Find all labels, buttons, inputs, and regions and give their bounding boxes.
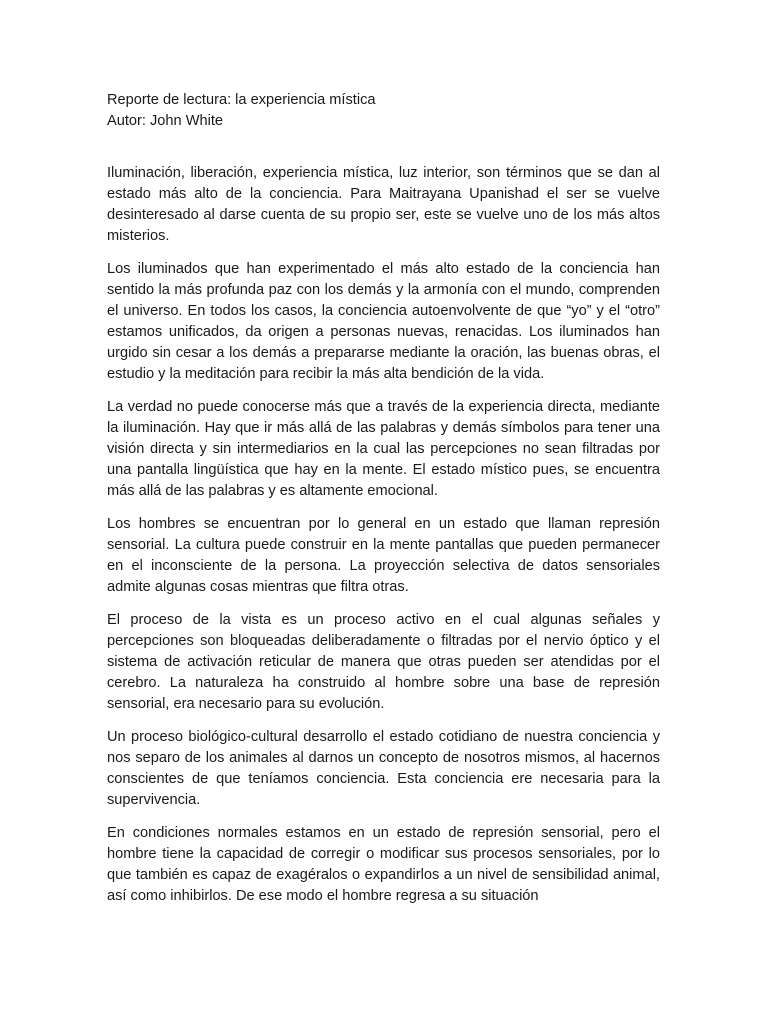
document-title: Reporte de lectura: la experiencia mística <box>107 92 376 108</box>
paragraph-2: Los iluminados que han experimentado el más alto estado de la conciencia han sentido la más profunda paz con los demás y la armonía con el mundo, comprenden el universo. En todos los casos, la conciencia autoenvolvente de que “yo” y el “otro” estamos unificados, da origen a personas nuevas, renacidas. Los iluminados han urgido sin cesar a los demás a prepararse mediante la oración, las buenas obras, el estudio y la meditación para recibir la más alta bendición de la vida. <box>107 261 660 382</box>
paragraph-7: En condiciones normales estamos en un estado de represión sensorial, pero el hombre tiene la capacidad de corregir o modificar sus procesos sensoriales, por lo que también es capaz de exagéralos o expandirlos a un nivel de sensibilidad animal, así como inhibirlos. De ese modo el hombre regresa a su situación <box>107 825 660 904</box>
paragraph-1: Iluminación, liberación, experiencia mística, luz interior, son términos que se dan al estado más alto de la conciencia. Para Maitrayana Upanishad el ser se vuelve desinteresado al darse cuenta de su propio ser, este se vuelve uno de los más altos misterios. <box>107 165 660 244</box>
paragraph-6: Un proceso biológico-cultural desarrollo el estado cotidiano de nuestra conciencia y nos separo de los animales al darnos un concepto de nosotros mismos, al hacernos conscientes de que teníamos conciencia. Esta conciencia ere necesaria para la supervivencia. <box>107 729 660 808</box>
document-page <box>107 90 660 919</box>
document-author: Autor: John White <box>107 113 223 129</box>
paragraph-5: El proceso de la vista es un proceso activo en el cual algunas señales y percepciones son bloqueadas deliberadamente o filtradas por el nervio óptico y el sistema de activación reticular de manera que otras pueden ser atendidas por el cerebro. La naturaleza ha construido al hombre sobre una base de represión sensorial, era necesario para su evolución. <box>107 612 660 712</box>
document-body <box>107 163 660 907</box>
paragraph-3: La verdad no puede conocerse más que a través de la experiencia directa, mediante la iluminación. Hay que ir más allá de las palabras y demás símbolos para tener una visión directa y sin intermediarios en la cual las percepciones no sean filtradas por una pantalla lingüística que hay en la mente. El estado místico pues, se encuentra más allá de las palabras y es altamente emocional. <box>107 399 660 499</box>
paragraph-4: Los hombres se encuentran por lo general en un estado que llaman represión sensorial. La cultura puede construir en la mente pantallas que pueden permanecer en el inconsciente de la persona. La proyección selectiva de datos sensoriales admite algunas cosas mientras que filtra otras. <box>107 516 660 595</box>
document-header <box>107 90 660 132</box>
